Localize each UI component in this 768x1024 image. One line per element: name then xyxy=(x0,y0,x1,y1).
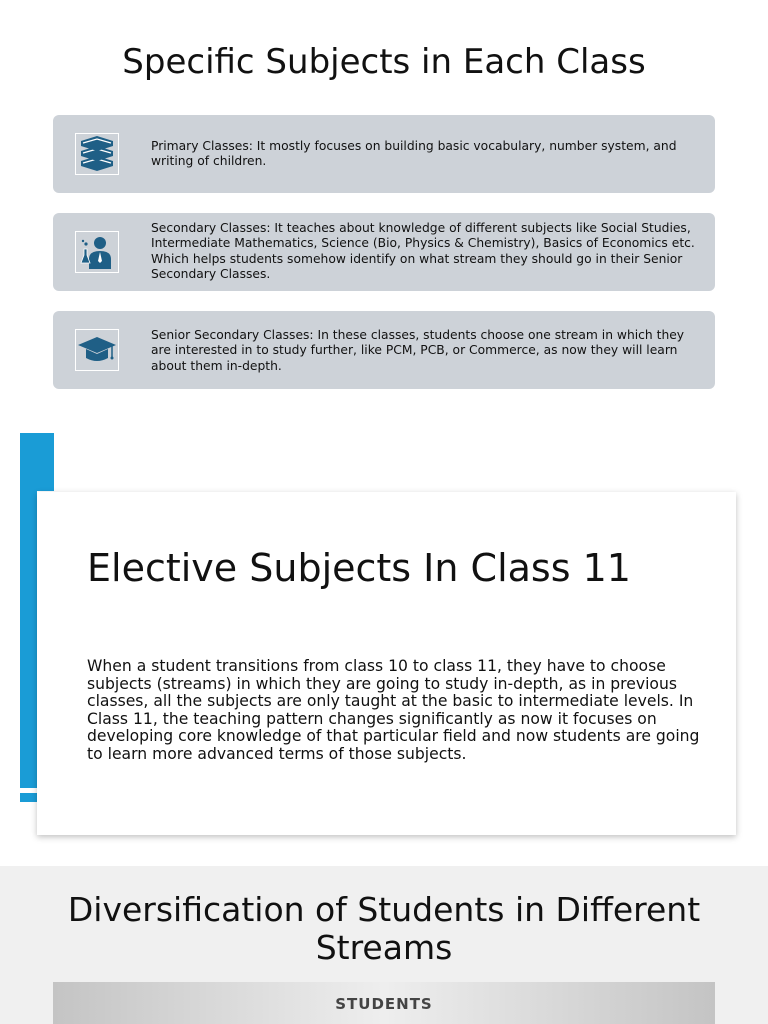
students-header xyxy=(53,982,715,1024)
students-label: STUDENTS xyxy=(335,995,433,1013)
accent-bar xyxy=(20,491,37,788)
item-text: Senior Secondary Classes: In these classes, students choose one stream in which they are interested in to study further, like PCM, PCB, or Commerce, as now they will learn about them in-depth. xyxy=(151,328,685,373)
item-text: Primary Classes: It mostly focuses on building basic vocabulary, number system, and writing of children. xyxy=(151,139,677,169)
body-text: When a student transitions from class 10 to class 11, they have to choose subjects (streams) in which they are going to study in-depth, as in previous classes, all the subjects are only taught at the basic to intermediate levels. In Class 11, the teaching pattern changes significantly as now it focuses on developing core knowledge of that particular field and now students are going to learn more advanced terms of those subjects. xyxy=(87,657,700,763)
elective-slide xyxy=(0,410,768,866)
accent-bar xyxy=(20,793,37,802)
graduation-cap-icon xyxy=(75,329,119,371)
subjects-slide xyxy=(0,0,768,410)
scientist-icon xyxy=(75,231,119,273)
list-item xyxy=(53,213,715,291)
diversification-slide xyxy=(0,866,768,1024)
slide-title: Diversification of Students in Different Streams xyxy=(67,890,701,967)
books-icon xyxy=(75,133,119,175)
list-item xyxy=(53,115,715,193)
slide-title: Specific Subjects in Each Class xyxy=(122,42,646,82)
item-text: Secondary Classes: It teaches about knowledge of different subjects like Social Studies, Intermediate Mathematics, Science (Bio, Physics & Chemistry), Basics of Economics etc. Which helps students somehow identify on what stream they should go in their Senior Secondary Classes. xyxy=(151,221,695,282)
slide-title: Elective Subjects In Class 11 xyxy=(87,546,631,590)
list-item xyxy=(53,311,715,389)
content-panel xyxy=(37,492,736,835)
accent-bar xyxy=(20,433,54,491)
